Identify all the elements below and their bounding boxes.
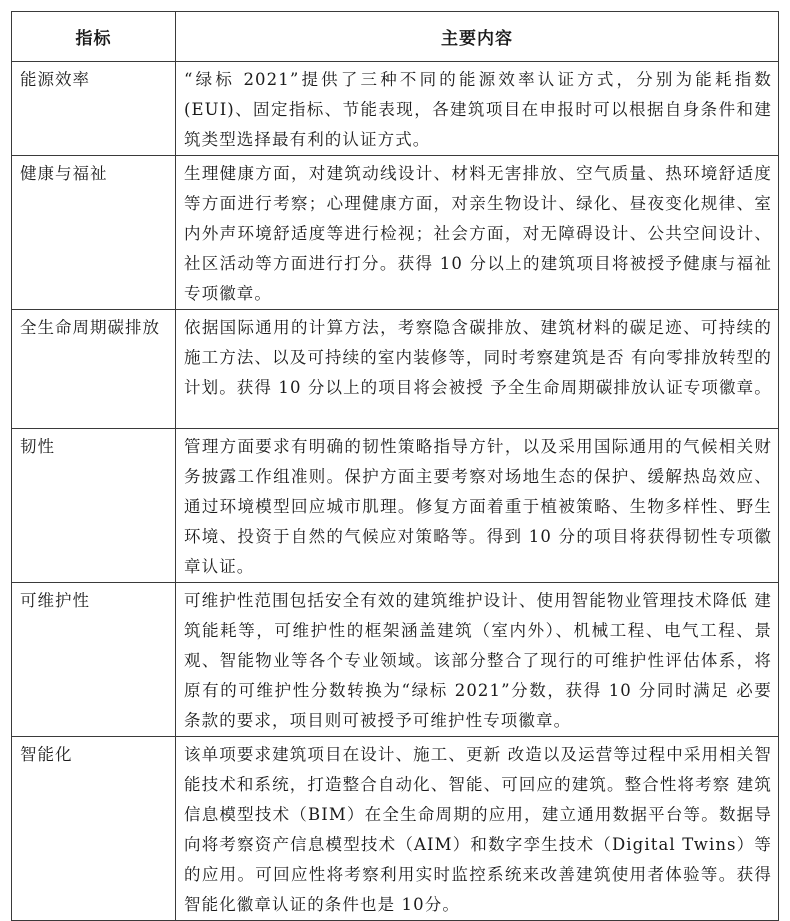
row-indicator: 智能化 <box>12 737 176 921</box>
table-row <box>12 310 779 429</box>
table-row <box>12 429 779 583</box>
row-indicator: 可维护性 <box>12 583 176 737</box>
row-content: 管理方面要求有明确的韧性策略指导方针，以及采用国际通用的气候相关财务披露工作组准则。保护方面主要考察对场地生态的保护、缓解热岛效应、通过环境模型回应城市肌理。修复方面着重于植被策略、生物多样性、野生环境、投资于自然的气候应对策略等。得到 10 分的项目将获得韧性专项徽章认证。 <box>176 429 779 583</box>
row-indicator: 韧性 <box>12 429 176 583</box>
row-indicator: 能源效率 <box>12 62 176 156</box>
row-content: “绿标 2021”提供了三种不同的能源效率认证方式，分别为能耗指数(EUI)、固定指标、节能表现，各建筑项目在申报时可以根据自身条件和建筑类型选择最有利的认证方式。 <box>176 62 779 156</box>
row-content: 生理健康方面，对建筑动线设计、材料无害排放、空气质量、热环境舒适度等方面进行考察；心理健康方面，对亲生物设计、绿化、昼夜变化规律、室内外声环境舒适度等进行检视；社会方面，对无障碍设计、公共空间设计、社区活动等方面进行打分。获得 10 分以上的建筑项目将被授予健康与福祉专项徽章。 <box>176 156 779 310</box>
row-content: 依据国际通用的计算方法，考察隐含碳排放、建筑材料的碳足迹、可持续的施工方法、以及可持续的室内装修等，同时考察建筑是否 有向零排放转型的计划。获得 10 分以上的项目将会被授 予全生命周期碳排放认证专项徽章。 <box>176 310 779 429</box>
table-row <box>12 156 779 310</box>
table-row <box>12 62 779 156</box>
table-row <box>12 583 779 737</box>
table-row <box>12 737 779 921</box>
header-indicator: 指标 <box>12 12 176 62</box>
table-header-row <box>12 12 779 62</box>
row-content: 该单项要求建筑项目在设计、施工、更新 改造以及运营等过程中采用相关智能技术和系统，打造整合自动化、智能、可回应的建筑。整合性将考察 建筑信息模型技术（BIM）在全生命周期的应用，建立通用数据平台等。数据导向将考察资产信息模型技术（AIM）和数字孪生技术（Digital Twins）等的应用。可回应性将考察利用实时监控系统来改善建筑使用者体验等。获得智能化徽章认证的条件也是 10分。 <box>176 737 779 921</box>
standards-table <box>11 11 779 921</box>
row-indicator: 全生命周期碳排放 <box>12 310 176 429</box>
header-content: 主要内容 <box>176 12 779 62</box>
row-indicator: 健康与福祉 <box>12 156 176 310</box>
row-content: 可维护性范围包括安全有效的建筑维护设计、使用智能物业管理技术降低 建筑能耗等，可维护性的框架涵盖建筑（室内外）、机械工程、电气工程、景观、智能物业等各个专业领域。该部分整合了现行的可维护性评估体系，将原有的可维护性分数转换为“绿标 2021”分数，获得 10 分同时满足 必要条款的要求，项目则可被授予可维护性专项徽章。 <box>176 583 779 737</box>
